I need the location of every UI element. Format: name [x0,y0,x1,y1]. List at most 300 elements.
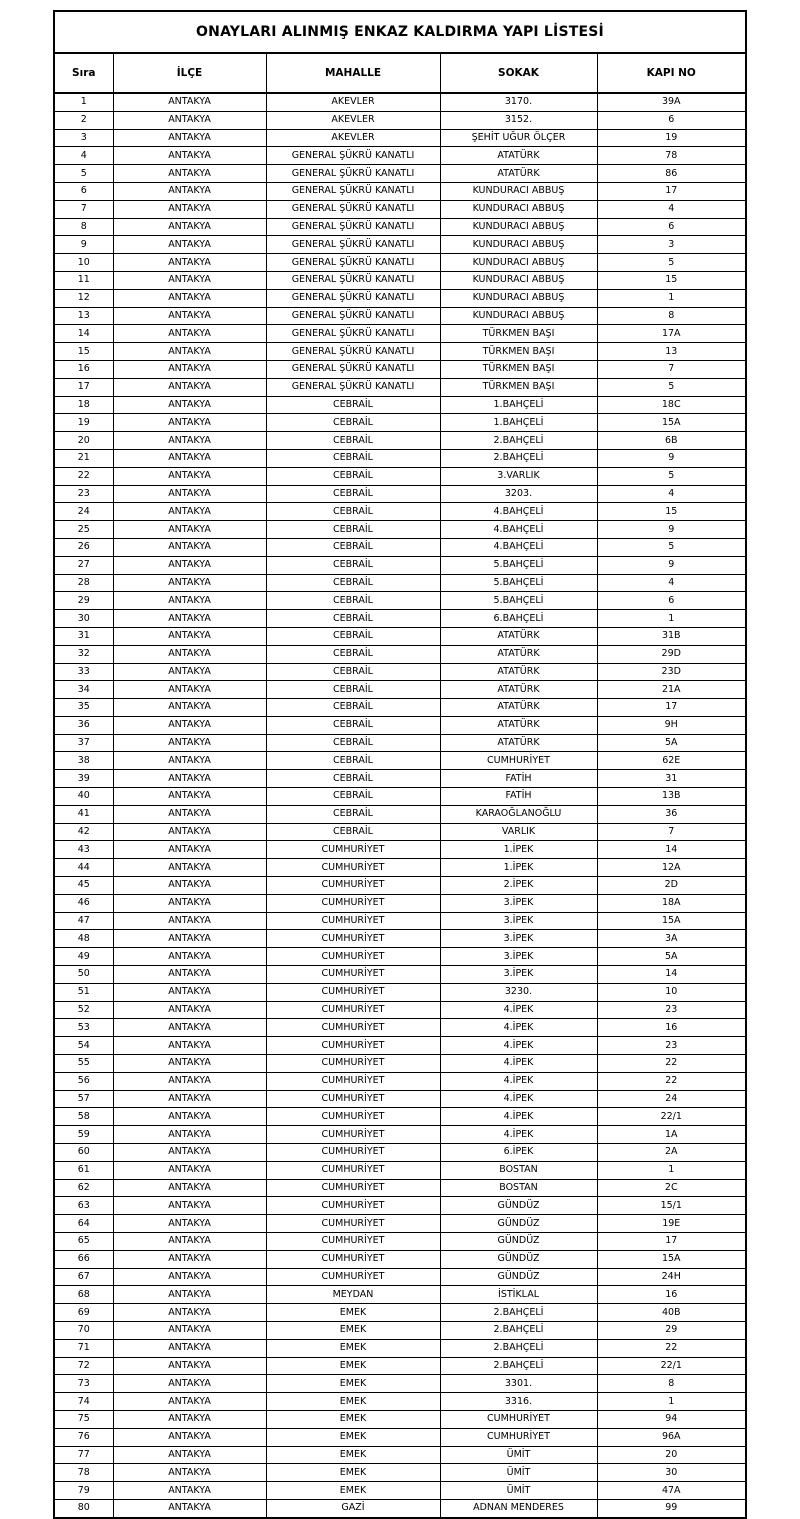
cell-sokak: 3.VARLIK [440,467,597,485]
cell-ilce: ANTAKYA [113,966,266,984]
cell-ilce: ANTAKYA [113,432,266,450]
cell-sira: 10 [55,254,113,272]
cell-mahalle: CEBRAİL [266,770,440,788]
cell-kapi-no: 8 [597,307,745,325]
cell-mahalle: CEBRAİL [266,663,440,681]
table-row [55,1179,745,1197]
cell-mahalle: CUMHURİYET [266,877,440,895]
cell-kapi-no: 78 [597,147,745,165]
cell-mahalle: CUMHURİYET [266,912,440,930]
table-row [55,129,745,147]
cell-sira: 6 [55,182,113,200]
table-row [55,1055,745,1073]
cell-ilce: ANTAKYA [113,610,266,628]
cell-sira: 21 [55,449,113,467]
cell-sokak: 2.BAHÇELİ [440,1339,597,1357]
table-row [55,1268,745,1286]
cell-ilce: ANTAKYA [113,503,266,521]
table-row [55,1250,745,1268]
cell-mahalle: CEBRAİL [266,823,440,841]
cell-ilce: ANTAKYA [113,289,266,307]
cell-ilce: ANTAKYA [113,343,266,361]
cell-sokak: GÜNDÜZ [440,1268,597,1286]
cell-mahalle: CUMHURİYET [266,859,440,877]
cell-mahalle: CEBRAİL [266,716,440,734]
table-row [55,681,745,699]
cell-sokak: ATATÜRK [440,681,597,699]
cell-ilce: ANTAKYA [113,307,266,325]
cell-mahalle: CEBRAİL [266,699,440,717]
cell-mahalle: CUMHURİYET [266,894,440,912]
cell-mahalle: GENERAL ŞÜKRÜ KANATLI [266,360,440,378]
cell-ilce: ANTAKYA [113,1446,266,1464]
cell-sokak: 1.İPEK [440,841,597,859]
cell-mahalle: CUMHURİYET [266,1268,440,1286]
cell-mahalle: EMEK [266,1464,440,1482]
cell-sokak: KUNDURACI ABBUŞ [440,271,597,289]
table-row [55,538,745,556]
cell-sokak: 2.BAHÇELİ [440,1321,597,1339]
table-row [55,983,745,1001]
cell-sira: 18 [55,396,113,414]
cell-ilce: ANTAKYA [113,699,266,717]
cell-sokak: 6.İPEK [440,1144,597,1162]
cell-sokak: 3.İPEK [440,948,597,966]
cell-kapi-no: 8 [597,1375,745,1393]
cell-ilce: ANTAKYA [113,93,266,111]
cell-kapi-no: 23 [597,1001,745,1019]
cell-kapi-no: 9 [597,556,745,574]
cell-sokak: 4.İPEK [440,1037,597,1055]
cell-sira: 66 [55,1250,113,1268]
table-row [55,1072,745,1090]
cell-sokak: CUMHURİYET [440,1410,597,1428]
table-row [55,360,745,378]
cell-kapi-no: 3 [597,236,745,254]
cell-kapi-no: 2C [597,1179,745,1197]
cell-sokak: TÜRKMEN BAŞI [440,360,597,378]
table-row [55,912,745,930]
cell-sokak: 3316. [440,1393,597,1411]
table-row [55,1161,745,1179]
cell-kapi-no: 1 [597,1393,745,1411]
cell-kapi-no: 18C [597,396,745,414]
table-row [55,218,745,236]
cell-sira: 12 [55,289,113,307]
cell-sokak: BOSTAN [440,1179,597,1197]
cell-sokak: 2.BAHÇELİ [440,449,597,467]
cell-kapi-no: 15A [597,414,745,432]
cell-sira: 16 [55,360,113,378]
cell-kapi-no: 17 [597,1233,745,1251]
cell-kapi-no: 29 [597,1321,745,1339]
cell-sira: 52 [55,1001,113,1019]
table-row [55,859,745,877]
cell-ilce: ANTAKYA [113,556,266,574]
cell-kapi-no: 24H [597,1268,745,1286]
table-row [55,325,745,343]
cell-ilce: ANTAKYA [113,1268,266,1286]
cell-kapi-no: 1 [597,289,745,307]
cell-ilce: ANTAKYA [113,1126,266,1144]
table-row [55,1446,745,1464]
cell-sokak: KUNDURACI ABBUŞ [440,289,597,307]
cell-mahalle: GENERAL ŞÜKRÜ KANATLI [266,182,440,200]
table-row [55,574,745,592]
cell-ilce: ANTAKYA [113,1144,266,1162]
table-row [55,1233,745,1251]
table-row [55,948,745,966]
cell-kapi-no: 96A [597,1428,745,1446]
cell-sokak: ŞEHİT UĞUR ÖLÇER [440,129,597,147]
cell-mahalle: MEYDAN [266,1286,440,1304]
cell-sira: 40 [55,788,113,806]
cell-ilce: ANTAKYA [113,218,266,236]
cell-mahalle: GENERAL ŞÜKRÜ KANATLI [266,218,440,236]
cell-ilce: ANTAKYA [113,1233,266,1251]
cell-sira: 35 [55,699,113,717]
cell-mahalle: EMEK [266,1482,440,1500]
cell-sira: 42 [55,823,113,841]
cell-ilce: ANTAKYA [113,1055,266,1073]
cell-kapi-no: 22 [597,1339,745,1357]
cell-sokak: 3230. [440,983,597,1001]
cell-mahalle: CUMHURİYET [266,1072,440,1090]
table-row [55,182,745,200]
cell-sira: 17 [55,378,113,396]
cell-ilce: ANTAKYA [113,948,266,966]
cell-kapi-no: 30 [597,1464,745,1482]
cell-sokak: ATATÜRK [440,645,597,663]
cell-mahalle: CUMHURİYET [266,1250,440,1268]
cell-ilce: ANTAKYA [113,1339,266,1357]
cell-mahalle: CUMHURİYET [266,1215,440,1233]
cell-kapi-no: 9 [597,521,745,539]
cell-kapi-no: 5 [597,538,745,556]
cell-sira: 51 [55,983,113,1001]
cell-mahalle: CEBRAİL [266,556,440,574]
cell-ilce: ANTAKYA [113,111,266,129]
cell-sokak: ÜMİT [440,1464,597,1482]
cell-sira: 74 [55,1393,113,1411]
cell-sokak: ATATÜRK [440,734,597,752]
table-row [55,645,745,663]
cell-sokak: KUNDURACI ABBUŞ [440,200,597,218]
cell-ilce: ANTAKYA [113,271,266,289]
table-row [55,1357,745,1375]
cell-sokak: KARAOĞLANOĞLU [440,805,597,823]
cell-ilce: ANTAKYA [113,841,266,859]
cell-sira: 75 [55,1410,113,1428]
cell-sira: 28 [55,574,113,592]
cell-kapi-no: 1A [597,1126,745,1144]
cell-sokak: TÜRKMEN BAŞI [440,343,597,361]
cell-ilce: ANTAKYA [113,1072,266,1090]
cell-kapi-no: 7 [597,823,745,841]
table-row [55,823,745,841]
cell-sokak: KUNDURACI ABBUŞ [440,254,597,272]
cell-sira: 68 [55,1286,113,1304]
column-header-ilce: İLÇE [113,54,266,93]
table-row [55,165,745,183]
cell-kapi-no: 18A [597,894,745,912]
table-header-row [55,54,745,93]
cell-kapi-no: 39A [597,93,745,111]
cell-ilce: ANTAKYA [113,805,266,823]
cell-sokak: ATATÜRK [440,663,597,681]
cell-kapi-no: 7 [597,360,745,378]
table-row [55,521,745,539]
cell-mahalle: CUMHURİYET [266,1179,440,1197]
cell-ilce: ANTAKYA [113,770,266,788]
table-row [55,307,745,325]
cell-sokak: 5.BAHÇELİ [440,592,597,610]
document-title: ONAYLARI ALINMIŞ ENKAZ KALDIRMA YAPI LİSTESİ [55,12,745,54]
cell-sira: 13 [55,307,113,325]
cell-sokak: 4.İPEK [440,1108,597,1126]
cell-sokak: TÜRKMEN BAŞI [440,325,597,343]
table-row [55,966,745,984]
table-row [55,111,745,129]
cell-mahalle: GENERAL ŞÜKRÜ KANATLI [266,254,440,272]
cell-sokak: 4.İPEK [440,1055,597,1073]
cell-sokak: ATATÜRK [440,627,597,645]
cell-kapi-no: 22/1 [597,1357,745,1375]
cell-mahalle: CEBRAİL [266,449,440,467]
table-row [55,663,745,681]
cell-ilce: ANTAKYA [113,1499,266,1516]
table-row [55,414,745,432]
cell-ilce: ANTAKYA [113,663,266,681]
cell-kapi-no: 23D [597,663,745,681]
table-row [55,894,745,912]
cell-kapi-no: 22/1 [597,1108,745,1126]
cell-ilce: ANTAKYA [113,627,266,645]
cell-mahalle: CUMHURİYET [266,930,440,948]
cell-kapi-no: 14 [597,841,745,859]
table-row [55,1321,745,1339]
table-row [55,1215,745,1233]
cell-sira: 72 [55,1357,113,1375]
cell-sokak: 4.İPEK [440,1090,597,1108]
cell-ilce: ANTAKYA [113,1179,266,1197]
cell-kapi-no: 13 [597,343,745,361]
cell-mahalle: CUMHURİYET [266,1055,440,1073]
cell-ilce: ANTAKYA [113,521,266,539]
cell-mahalle: CUMHURİYET [266,1090,440,1108]
cell-ilce: ANTAKYA [113,1375,266,1393]
column-header-sokak: SOKAK [440,54,597,93]
cell-mahalle: CEBRAİL [266,788,440,806]
cell-ilce: ANTAKYA [113,485,266,503]
cell-ilce: ANTAKYA [113,788,266,806]
cell-sokak: 2.İPEK [440,877,597,895]
cell-mahalle: GENERAL ŞÜKRÜ KANATLI [266,378,440,396]
cell-mahalle: CEBRAİL [266,645,440,663]
table-row [55,1428,745,1446]
cell-mahalle: EMEK [266,1339,440,1357]
cell-sokak: 4.İPEK [440,1019,597,1037]
cell-ilce: ANTAKYA [113,716,266,734]
cell-sira: 53 [55,1019,113,1037]
table-row [55,556,745,574]
cell-kapi-no: 3A [597,930,745,948]
cell-sokak: 4.BAHÇELİ [440,538,597,556]
table-row [55,343,745,361]
cell-sira: 29 [55,592,113,610]
cell-sokak: 3.İPEK [440,930,597,948]
cell-ilce: ANTAKYA [113,1321,266,1339]
cell-ilce: ANTAKYA [113,752,266,770]
cell-sira: 11 [55,271,113,289]
cell-sokak: KUNDURACI ABBUŞ [440,307,597,325]
cell-sira: 25 [55,521,113,539]
cell-ilce: ANTAKYA [113,538,266,556]
cell-sokak: ATATÜRK [440,165,597,183]
cell-kapi-no: 94 [597,1410,745,1428]
cell-mahalle: CUMHURİYET [266,1001,440,1019]
cell-ilce: ANTAKYA [113,1037,266,1055]
cell-kapi-no: 2D [597,877,745,895]
cell-kapi-no: 29D [597,645,745,663]
cell-kapi-no: 1 [597,1161,745,1179]
cell-sira: 78 [55,1464,113,1482]
cell-ilce: ANTAKYA [113,894,266,912]
cell-kapi-no: 5 [597,378,745,396]
cell-ilce: ANTAKYA [113,859,266,877]
cell-ilce: ANTAKYA [113,1357,266,1375]
column-header-mahalle: MAHALLE [266,54,440,93]
cell-sira: 67 [55,1268,113,1286]
cell-sira: 59 [55,1126,113,1144]
table-row [55,449,745,467]
cell-kapi-no: 5 [597,254,745,272]
cell-mahalle: CEBRAİL [266,538,440,556]
cell-kapi-no: 36 [597,805,745,823]
cell-kapi-no: 14 [597,966,745,984]
table-row [55,271,745,289]
table-row [55,147,745,165]
cell-ilce: ANTAKYA [113,1464,266,1482]
cell-sira: 38 [55,752,113,770]
cell-kapi-no: 17 [597,699,745,717]
table-row [55,485,745,503]
cell-kapi-no: 4 [597,200,745,218]
cell-sokak: 2.BAHÇELİ [440,432,597,450]
document-sheet [53,10,747,1519]
table-row [55,770,745,788]
cell-sira: 3 [55,129,113,147]
cell-ilce: ANTAKYA [113,1019,266,1037]
cell-kapi-no: 15/1 [597,1197,745,1215]
cell-sira: 49 [55,948,113,966]
cell-sira: 71 [55,1339,113,1357]
cell-mahalle: GENERAL ŞÜKRÜ KANATLI [266,325,440,343]
cell-sira: 77 [55,1446,113,1464]
cell-sira: 58 [55,1108,113,1126]
cell-kapi-no: 19 [597,129,745,147]
cell-mahalle: CEBRAİL [266,521,440,539]
cell-ilce: ANTAKYA [113,467,266,485]
cell-sokak: 3.İPEK [440,966,597,984]
cell-kapi-no: 22 [597,1072,745,1090]
cell-kapi-no: 9 [597,449,745,467]
cell-mahalle: GENERAL ŞÜKRÜ KANATLI [266,147,440,165]
cell-sokak: 3152. [440,111,597,129]
cell-ilce: ANTAKYA [113,325,266,343]
cell-sira: 62 [55,1179,113,1197]
cell-mahalle: AKEVLER [266,129,440,147]
cell-mahalle: CUMHURİYET [266,948,440,966]
cell-sokak: 5.BAHÇELİ [440,556,597,574]
cell-sokak: İSTİKLAL [440,1286,597,1304]
table-row [55,1019,745,1037]
cell-ilce: ANTAKYA [113,129,266,147]
cell-sokak: BOSTAN [440,1161,597,1179]
cell-sira: 7 [55,200,113,218]
cell-sira: 44 [55,859,113,877]
cell-ilce: ANTAKYA [113,449,266,467]
cell-ilce: ANTAKYA [113,1108,266,1126]
cell-ilce: ANTAKYA [113,823,266,841]
table-row [55,93,745,111]
table-row [55,716,745,734]
cell-kapi-no: 6 [597,218,745,236]
table-row [55,1037,745,1055]
cell-sokak: 5.BAHÇELİ [440,574,597,592]
cell-sira: 14 [55,325,113,343]
cell-sira: 41 [55,805,113,823]
cell-ilce: ANTAKYA [113,1090,266,1108]
cell-ilce: ANTAKYA [113,1197,266,1215]
table-row [55,289,745,307]
cell-kapi-no: 20 [597,1446,745,1464]
cell-ilce: ANTAKYA [113,200,266,218]
cell-ilce: ANTAKYA [113,165,266,183]
cell-sokak: 3.İPEK [440,894,597,912]
cell-sira: 4 [55,147,113,165]
column-header-kapi-no: KAPI NO [597,54,745,93]
cell-ilce: ANTAKYA [113,236,266,254]
cell-mahalle: GENERAL ŞÜKRÜ KANATLI [266,289,440,307]
table-row [55,432,745,450]
cell-sokak: GÜNDÜZ [440,1250,597,1268]
table-row [55,396,745,414]
cell-kapi-no: 4 [597,574,745,592]
cell-sira: 65 [55,1233,113,1251]
cell-mahalle: CEBRAİL [266,485,440,503]
cell-sira: 57 [55,1090,113,1108]
cell-ilce: ANTAKYA [113,182,266,200]
cell-kapi-no: 17 [597,182,745,200]
cell-ilce: ANTAKYA [113,378,266,396]
cell-sira: 46 [55,894,113,912]
cell-sira: 8 [55,218,113,236]
table-row [55,1144,745,1162]
cell-sira: 43 [55,841,113,859]
cell-sira: 54 [55,1037,113,1055]
cell-mahalle: CEBRAİL [266,432,440,450]
cell-ilce: ANTAKYA [113,912,266,930]
cell-sira: 20 [55,432,113,450]
cell-kapi-no: 17A [597,325,745,343]
cell-kapi-no: 6 [597,592,745,610]
cell-sira: 69 [55,1304,113,1322]
cell-sokak: 2.BAHÇELİ [440,1357,597,1375]
cell-sokak: ATATÜRK [440,716,597,734]
cell-mahalle: CUMHURİYET [266,1233,440,1251]
cell-mahalle: CUMHURİYET [266,1037,440,1055]
